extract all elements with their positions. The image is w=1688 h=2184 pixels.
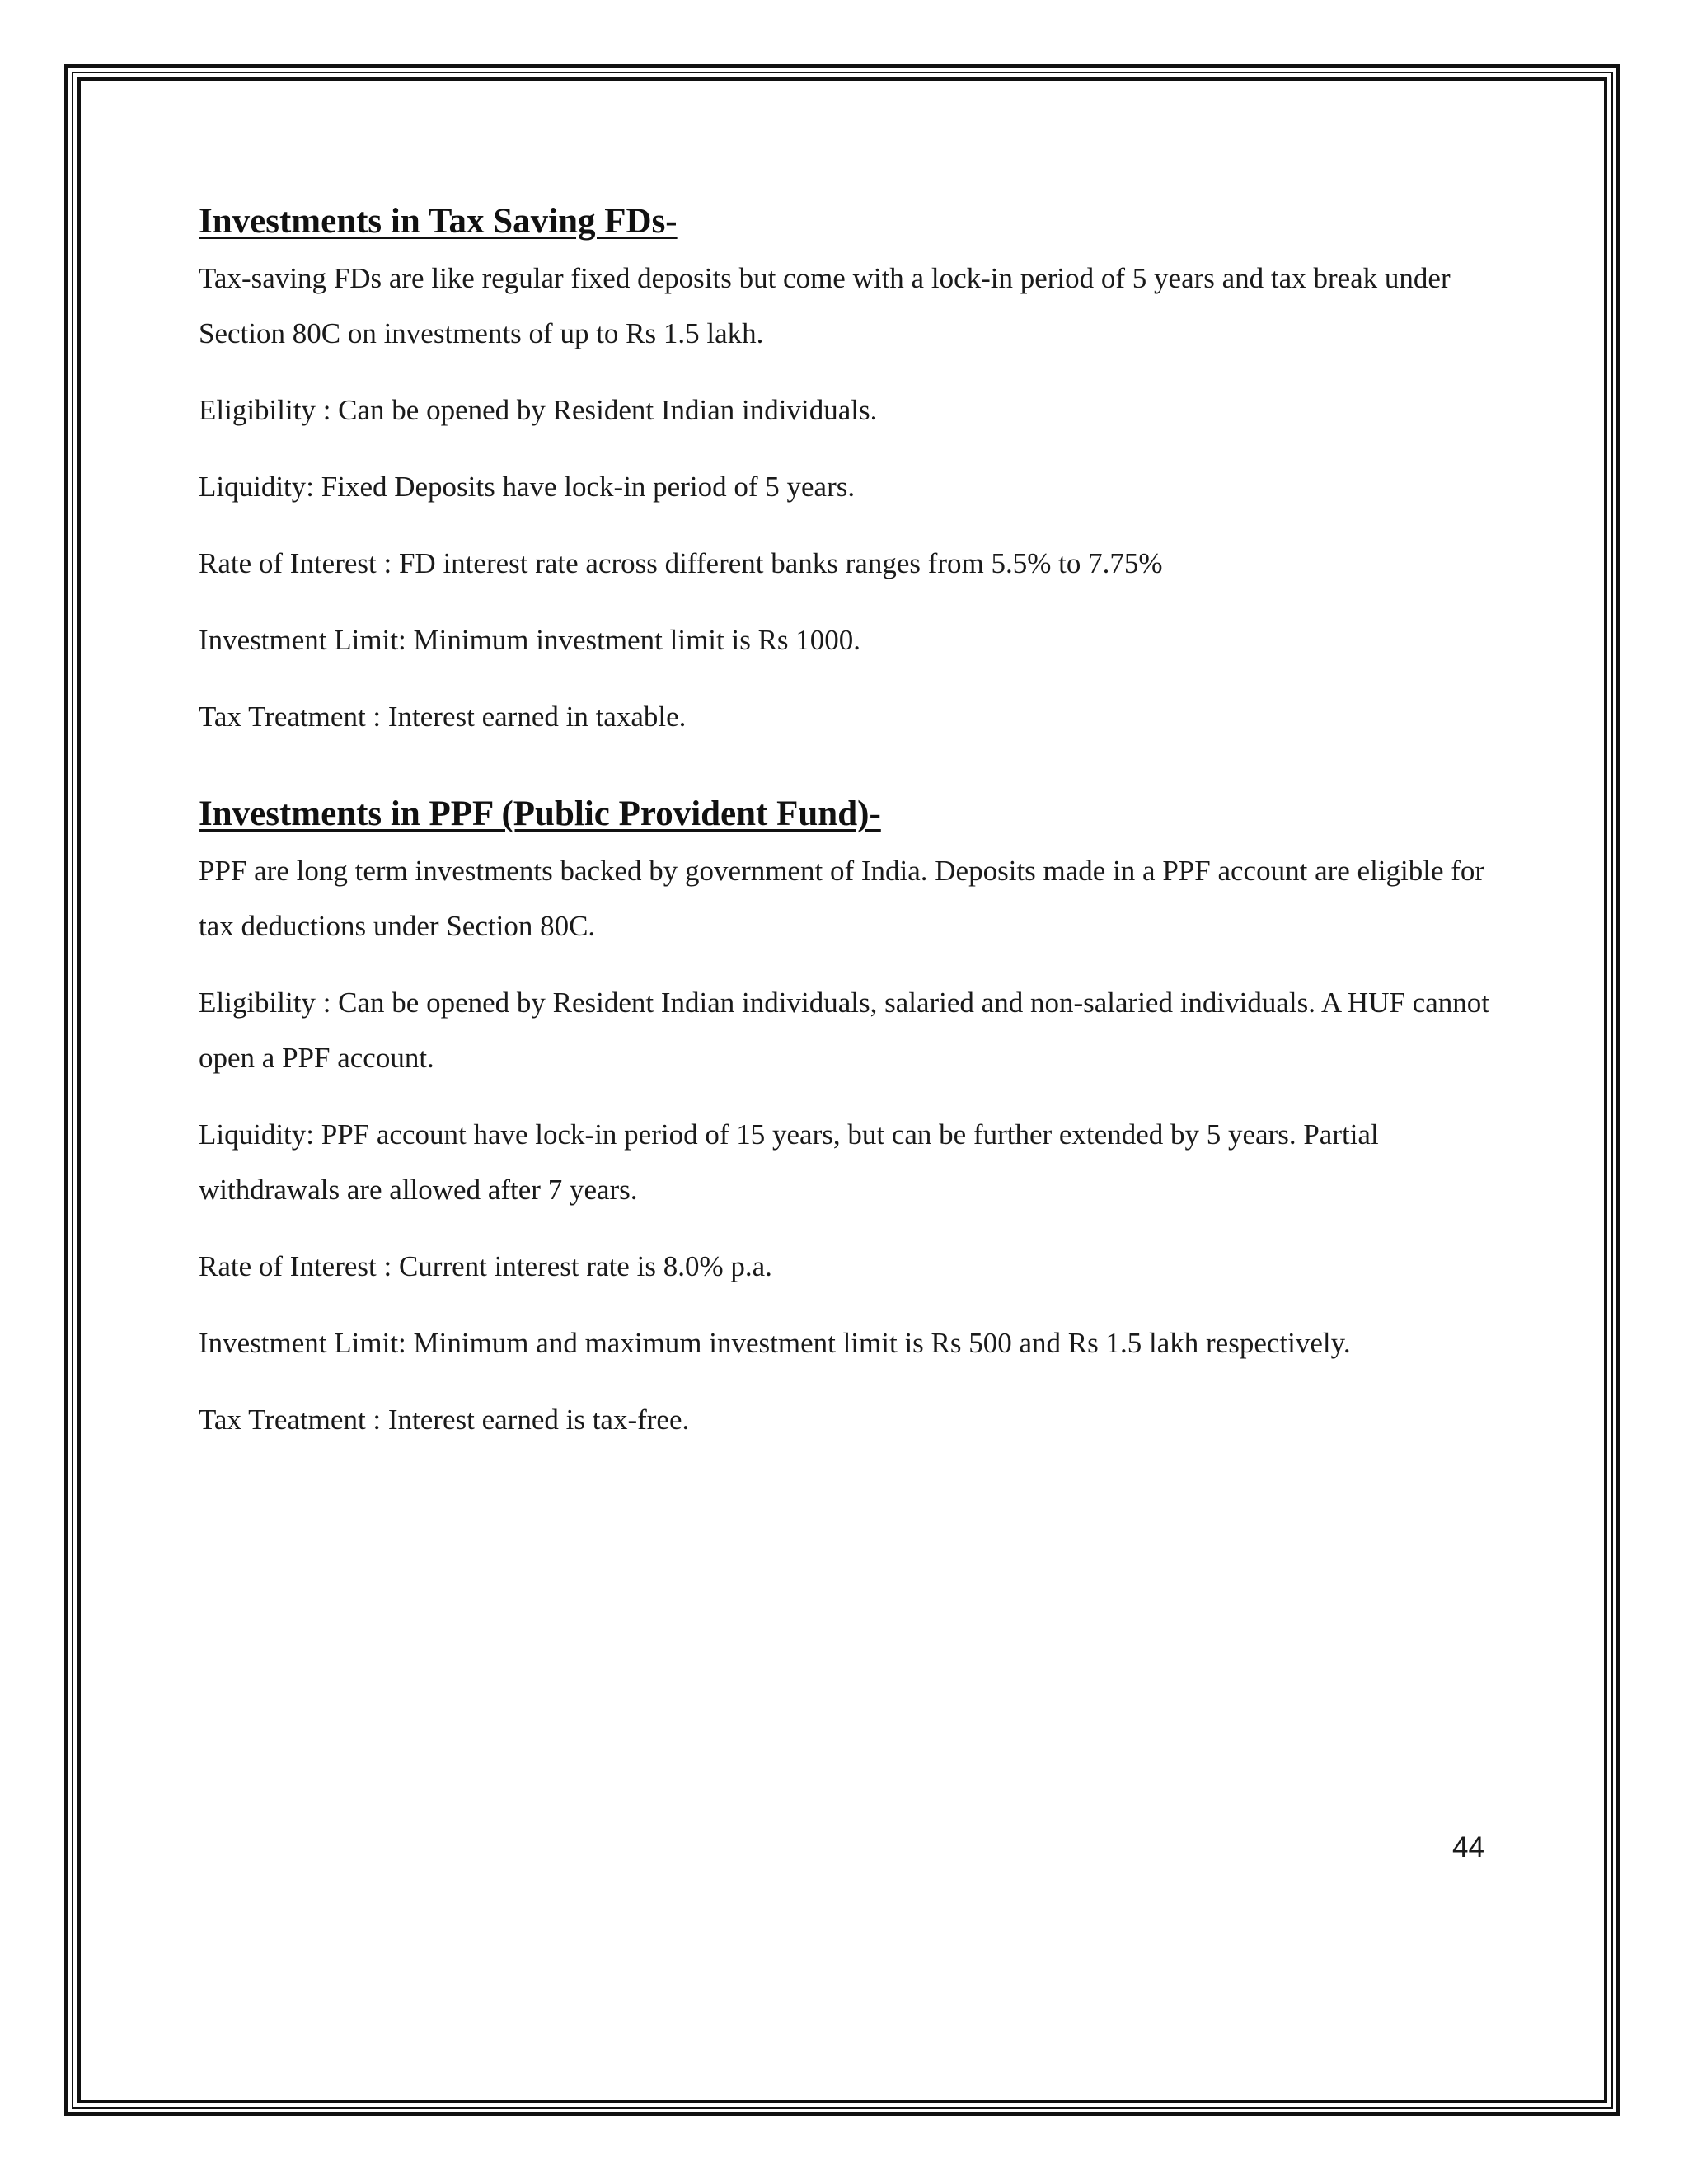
- liquidity-item: Liquidity: Fixed Deposits have lock-in period of 5 years.: [199, 471, 856, 503]
- section-heading: Investments in Tax Saving FDs-: [199, 202, 678, 241]
- investment-limit-item: Investment Limit: Minimum and maximum investment limit is Rs 500 and Rs 1.5 lakh respectively.: [199, 1327, 1351, 1359]
- investment-limit-item: Investment Limit: Minimum investment limit is Rs 1000.: [199, 624, 861, 656]
- liquidity-item: Liquidity: PPF account have lock-in period of 15 years, but can be further extended by 5 years. Partial withdrawals are allowed after 7 years.: [199, 1118, 1379, 1206]
- page-content: [199, 198, 1501, 1447]
- section-intro: PPF are long term investments backed by government of India. Deposits made in a PPF account are eligible for tax deductions under Section 80C.: [199, 855, 1485, 942]
- section-ppf: [199, 790, 1501, 1447]
- section-intro: Tax-saving FDs are like regular fixed deposits but come with a lock-in period of 5 years and tax break under Section 80C on investments of up to Rs 1.5 lakh.: [199, 262, 1451, 349]
- tax-treatment-item: Tax Treatment : Interest earned is tax-free.: [199, 1404, 690, 1436]
- eligibility-item: Eligibility : Can be opened by Resident Indian individuals.: [199, 394, 878, 426]
- page-number: 44: [1452, 1831, 1484, 1863]
- tax-treatment-item: Tax Treatment : Interest earned in taxable.: [199, 701, 687, 733]
- section-heading: Investments in PPF (Public Provident Fund)-: [199, 794, 881, 833]
- eligibility-item: Eligibility : Can be opened by Resident Indian individuals, salaried and non-salaried individuals. A HUF cannot open a PPF account.: [199, 987, 1489, 1074]
- rate-of-interest-item: Rate of Interest : Current interest rate is 8.0% p.a.: [199, 1250, 772, 1282]
- rate-of-interest-item: Rate of Interest : FD interest rate across different banks ranges from 5.5% to 7.75%: [199, 547, 1163, 579]
- section-tax-saving-fds: [199, 198, 1501, 744]
